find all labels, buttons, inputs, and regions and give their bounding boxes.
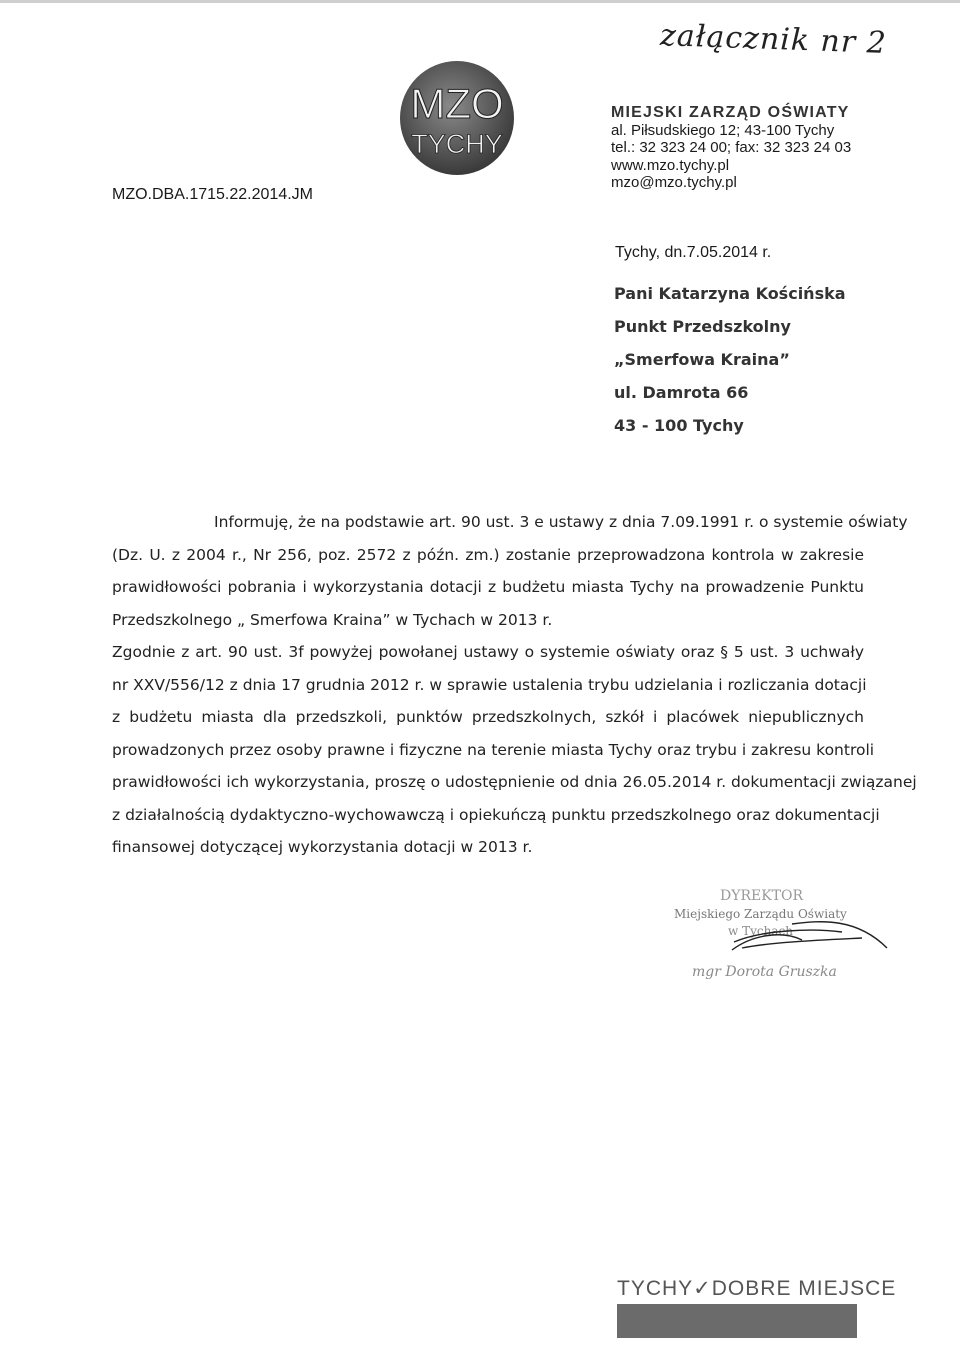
body-line: Informuję, że na podstawie art. 90 ust. 3 e ustawy z dnia 7.09.1991 r. o systemie oświaty (214, 513, 908, 531)
letter-body (112, 511, 917, 869)
recipient-block (614, 283, 846, 448)
sender-website: www.mzo.tychy.pl (611, 156, 730, 174)
body-line: Zgodnie z art. 90 ust. 3f powyżej powołanej ustawy o systemie oświaty oraz § 5 ust. 3 uchwały (112, 643, 864, 661)
body-line: finansowej dotyczącej wykorzystania dotacji w 2013 r. (112, 838, 533, 856)
body-line: prawidłowości ich wykorzystania, proszę o udostępnienie od dnia 26.05.2014 r. dokumentacji związanej (112, 773, 917, 791)
letter-date: Tychy, dn.7.05.2014 r. (615, 244, 772, 261)
stamp-line: w Tychach (728, 924, 793, 938)
stamp-title: DYREKTOR (720, 888, 804, 904)
footer-slogan: TYCHY✓DOBRE MIEJSCE (617, 1277, 897, 1300)
handwritten-annotation: załącznik nr 2 (659, 18, 888, 61)
body-line: z budżetu miasta dla przedszkoli, punktów przedszkolnych, szkół i placówek niepublicznych (112, 708, 864, 726)
footer-bar (617, 1304, 857, 1338)
body-line: prowadzonych przez osoby prawne i fizyczne na terenie miasta Tychy oraz trybu i zakresu kontroli (112, 740, 875, 759)
sender-block (611, 104, 851, 192)
recipient-line: 43 - 100 Tychy (614, 416, 744, 435)
stamp-name: mgr Dorota Gruszka (692, 964, 837, 980)
recipient-line: „Smerfowa Kraina” (614, 350, 790, 369)
recipient-line: Pani Katarzyna Kościńska (614, 284, 846, 303)
signature-stamp (672, 880, 902, 990)
sender-address: al. Piłsudskiego 12; 43-100 Tychy (611, 121, 835, 139)
body-line: (Dz. U. z 2004 r., Nr 256, poz. 2572 z późn. zm.) zostanie przeprowadzona kontrola w zakresie (112, 545, 864, 564)
logo-text-bottom: TYCHY (411, 129, 503, 159)
logo-text-top: MZO (410, 80, 504, 127)
sender-name: MIEJSKI ZARZĄD OŚWIATY (611, 104, 850, 121)
sender-phone-fax: tel.: 32 323 24 00; fax: 32 323 24 03 (611, 139, 852, 156)
sender-email: mzo@mzo.tychy.pl (611, 174, 737, 191)
recipient-line: Punkt Przedszkolny (614, 317, 791, 336)
body-line: Przedszkolnego „ Smerfowa Kraina” w Tychach w 2013 r. (112, 610, 553, 629)
body-line: nr XXV/556/12 z dnia 17 grudnia 2012 r. w sprawie ustalenia trybu udzielania i rozliczania dotacji (112, 675, 867, 694)
body-line: z działalnością dydaktyczno-wychowawczą i opiekuńczą punktu przedszkolnego oraz dokumentacji (112, 805, 880, 824)
reference-number: MZO.DBA.1715.22.2014.JM (112, 186, 313, 203)
top-edge-line (0, 0, 960, 3)
body-line: prawidłowości pobrania i wykorzystania dotacji z budżetu miasta Tychy na prowadzenie Punktu (112, 578, 864, 596)
mzo-logo (397, 58, 517, 178)
stamp-line: Miejskiego Zarządu Oświaty (674, 907, 847, 921)
recipient-line: ul. Damrota 66 (614, 383, 749, 402)
